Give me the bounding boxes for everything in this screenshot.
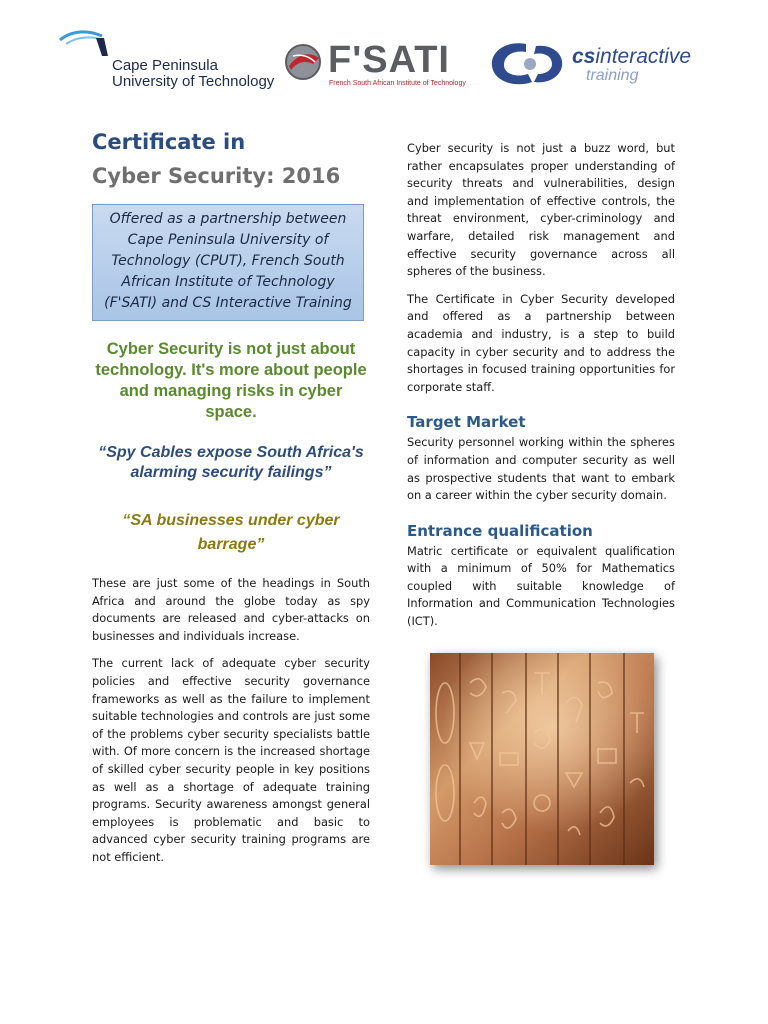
cs-wordmark xyxy=(572,46,691,68)
right-paragraph-2: The Certificate in Cyber Security developed and offered as a partnership between academia and industry, is a step to build capacity in cyber security and to address the shortages in focused training opportunities for corporate staff. xyxy=(407,291,675,394)
fsati-logo xyxy=(283,40,468,92)
fsati-subtitle: French South African Institute of Technology xyxy=(329,80,466,87)
title-line1: Certificate in xyxy=(92,130,246,154)
left-column xyxy=(92,128,370,867)
quote-technology: Cyber Security is not just about technology. It's more about people and managing risks in cyber space. xyxy=(95,340,367,421)
right-paragraph-1: Cyber security is not just a buzz word, but rather encapsulates proper understanding of security threats and vulnerabilities, design and implementation of effective controls, the threat environment, cyber-criminology and warfare, detailed risk management and effective security governance across all spheres of the business. xyxy=(407,141,675,279)
left-paragraph-1: These are just some of the headings in South Africa and around the globe today as spy documents are released and cyber-attacks on businesses and individuals increase. xyxy=(92,576,370,643)
fsati-wordmark: F'SATI xyxy=(328,39,450,81)
quote-sa-businesses: “SA businesses under cyber barrage” xyxy=(122,512,340,553)
cs-interactive-logo xyxy=(486,38,692,93)
entrance-qualification-heading: Entrance qualification xyxy=(407,521,593,540)
cs-wordmark-a: cs xyxy=(572,45,596,68)
partnership-box: Offered as a partnership between Cape Peninsula University of Technology (CPUT), French South African Institute of Technology (F'SATI) and CS Interactive Training xyxy=(92,204,364,321)
cput-line2: University of Technology xyxy=(112,73,275,90)
hieroglyphs-image xyxy=(430,653,654,865)
cs-wordmark-b: interactive xyxy=(595,45,692,68)
cs-subtitle: training xyxy=(586,67,639,84)
target-market-heading: Target Market xyxy=(407,413,526,432)
right-column xyxy=(407,140,675,631)
target-market-text: Security personnel working within the spheres of information and computer security as well as prospective students that want to embark on a career within the cyber security domain. xyxy=(407,435,675,503)
hieroglyphs-photo xyxy=(430,653,654,865)
cput-wordmark xyxy=(112,58,274,90)
cput-wave-icon xyxy=(58,26,118,56)
title-line2: Cyber Security: 2016 xyxy=(92,164,341,188)
cput-line1: Cape Peninsula xyxy=(112,57,218,74)
quote-spy-cables: “Spy Cables expose South Africa's alarming security failings” xyxy=(98,444,364,481)
left-paragraph-2: The current lack of adequate cyber security policies and effective security governance frameworks as well as the failure to implement suitable technologies and controls are just some of the problems cyber security specialists battle with. Of more concern is the increased shortage of skilled cyber security people in key positions as well as a shortage of adequate training programs. Security awareness amongst general employees is problematic and basic to advanced cyber security training programs are not efficient. xyxy=(92,656,370,864)
cs-swirl-icon xyxy=(486,38,568,90)
fsati-globe-icon xyxy=(283,42,323,82)
cput-logo xyxy=(58,26,278,96)
header-logos xyxy=(0,0,768,110)
entrance-qualification-text: Matric certificate or equivalent qualification with a minimum of 50% for Mathematics coupled with suitable knowledge of Information and Communication Technologies (ICT). xyxy=(407,543,675,629)
